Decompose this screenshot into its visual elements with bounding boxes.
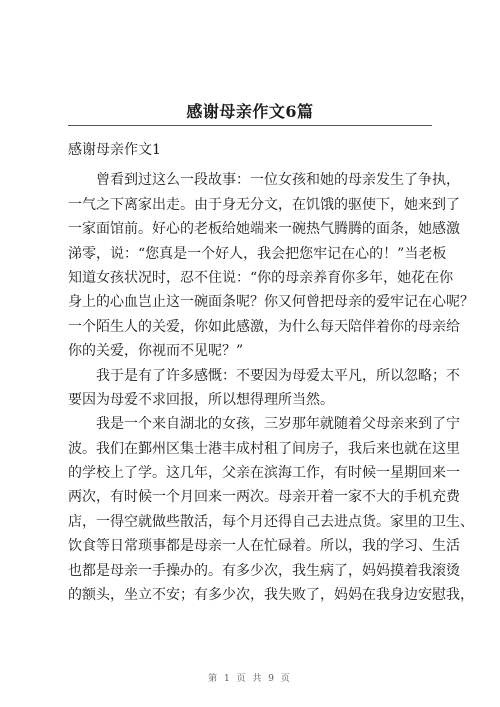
text-line: 的学校上了学。这几年，父亲在滨海工作，有时候一星期回来一: [68, 465, 460, 482]
text-line: 店，一得空就做些散活，每个月还得自己去进点货。家里的卫生、: [68, 513, 474, 530]
text-line: 一个陌生人的关爱，你如此感激，为什么每天陪伴着你的母亲给: [68, 318, 460, 335]
paragraph: [68, 412, 474, 607]
section-heading: 感谢母亲作文1: [68, 142, 161, 158]
paragraph-list: [68, 168, 474, 607]
text-line: 的额头，坐立不安；有多少次，我失败了，妈妈在我身边安慰我，: [68, 587, 474, 604]
text-line: 一气之下离家出走。由于身无分文，在饥饿的驱使下，她来到了: [68, 196, 460, 213]
text-line: 要因为母爱不求回报，所以想得理所当然。: [68, 391, 334, 408]
document-title: 感谢母亲作文6篇: [186, 102, 314, 121]
title-divider: [68, 125, 432, 126]
text-line: 也都是母亲一手操办的。有多少次，我生病了，妈妈摸着我滚烫: [68, 562, 460, 579]
text-line: 两次，有时候一个月回来一两次。母亲开着一家不大的手机充费: [68, 489, 460, 506]
text-line: 曾看到过这么一段故事：一位女孩和她的母亲发生了争执，: [96, 172, 460, 189]
page-footer: 第 1 页 共 9 页: [208, 674, 292, 684]
document-body: [68, 138, 474, 607]
text-line: 涕零，说：“您真是一个好人，我会把您牢记在心的！”当老板: [68, 245, 447, 262]
text-line: 一家面馆前。好心的老板给她端来一碗热气腾腾的面条，她感激: [68, 221, 460, 238]
text-line: 饮食等日常琐事都是母亲一人在忙碌着。所以，我的学习、生活: [68, 538, 460, 555]
paragraph: [68, 364, 460, 413]
text-line: 知道女孩状况时，忍不住说：“你的母亲养育你多年，她花在你: [68, 269, 454, 286]
paragraph: [68, 168, 474, 363]
text-line: 我是一个来自湖北的女孩，三岁那年就随着父母亲来到了宁: [96, 416, 460, 433]
text-line: 我于是有了许多感慨：不要因为母爱太平凡，所以忽略；不: [96, 367, 460, 384]
text-line: 你的关爱，你视而不见呢？”: [68, 343, 244, 360]
text-line: 身上的心血岂止这一碗面条呢？你又何曾把母亲的爱牢记在心呢？: [68, 294, 474, 311]
text-line: 波。我们在鄞州区集士港丰成村租了间房子，我后来也就在这里: [68, 440, 460, 457]
